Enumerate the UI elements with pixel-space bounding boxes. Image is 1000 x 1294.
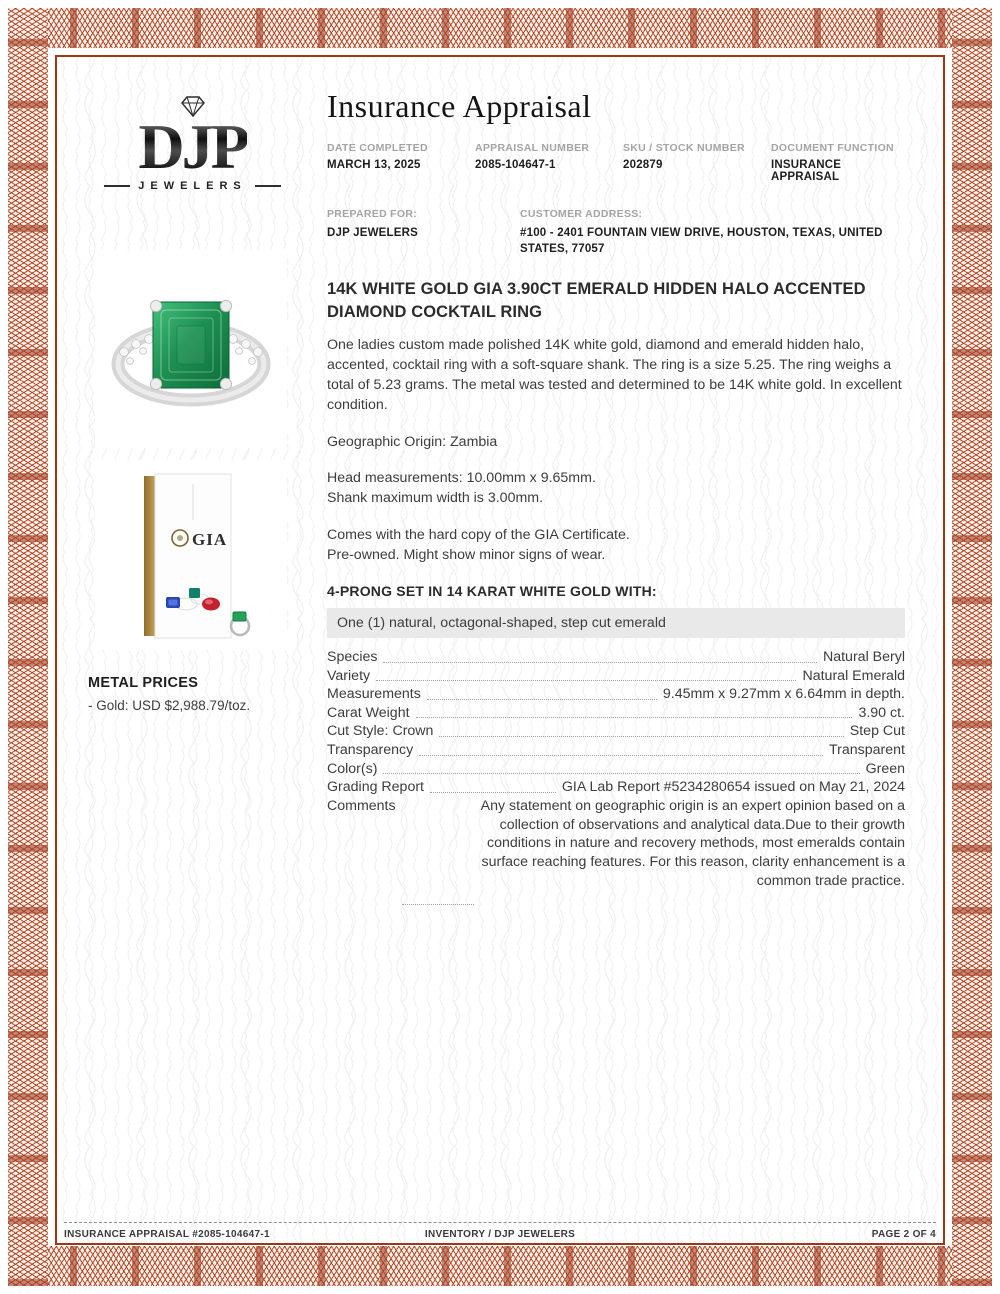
footer-appraisal-ref: INSURANCE APPRAISAL #2085-104647-1 <box>64 1229 270 1240</box>
certificate-note: Comes with the hard copy of the GIA Certificate. <box>327 527 630 544</box>
condition-note: Pre-owned. Might show minor signs of wear. <box>327 547 606 564</box>
spec-row-species: Species Natural Beryl <box>327 648 905 665</box>
dotted-leader <box>383 662 817 663</box>
logo-wordmark: DJP <box>138 111 247 182</box>
spec-row-cut-style: Cut Style: Crown Step Cut <box>327 723 905 740</box>
footer-page-number: PAGE 2 OF 4 <box>871 1229 936 1240</box>
page-footer <box>64 1222 936 1240</box>
metal-prices-section <box>88 675 308 713</box>
dotted-leader <box>419 755 823 756</box>
logo-dash-right <box>255 185 281 187</box>
svg-text:GIA: GIA <box>192 530 228 549</box>
document-title: Insurance Appraisal <box>327 88 592 124</box>
comments-text: Any statement on geographic origin is an expert opinion based on a collection of observations and analytical data.Due to their growth conditions in nature and recovery methods, most emeralds contain surface reaching features. For this reason, clarity enhancement is a common trade practice. <box>480 797 905 890</box>
metal-prices-heading: METAL PRICES <box>88 675 199 691</box>
dotted-leader <box>439 736 843 737</box>
spec-row-transparency: Transparency Transparent <box>327 741 905 758</box>
meta-document-function: DOCUMENT FUNCTION INSURANCE APPRAISAL <box>771 142 894 183</box>
head-measurements: Head measurements: 10.00mm x 9.65mm. <box>327 470 596 487</box>
logo-subtitle-row <box>75 180 310 192</box>
prepared-for: PREPARED FOR: DJP JEWELERS <box>327 208 419 239</box>
setting-heading: 4-PRONG SET IN 14 KARAT WHITE GOLD WITH: <box>327 582 657 599</box>
dotted-leader <box>402 904 474 905</box>
main-column <box>327 88 905 891</box>
footer-inventory-label: INVENTORY / DJP JEWELERS <box>424 1229 576 1240</box>
emerald-ring-image <box>96 254 286 444</box>
spec-row-comments: Comments Any statement on geographic origin is an expert opinion based on a collection of observations and analytical data.Due to their growth conditions in nature and recovery methods, most emeralds contain surface reaching features. For this reason, clarity enhancement is a common trade practice. <box>327 797 905 891</box>
shank-width: Shank maximum width is 3.00mm. <box>327 490 544 507</box>
gia-certificate-image <box>96 462 286 648</box>
item-title: 14K WHITE GOLD GIA 3.90CT EMERALD HIDDEN HALO ACCENTED DIAMOND COCKTAIL RING <box>327 280 866 321</box>
spec-row-carat-weight: Carat Weight 3.90 ct. <box>327 704 905 721</box>
spec-row-colors: Color(s) Green <box>327 760 905 777</box>
meta-appraisal-number: APPRAISAL NUMBER 2085-104647-1 <box>475 142 590 171</box>
dotted-leader <box>416 717 853 718</box>
header-meta-grid <box>327 142 905 183</box>
logo-dash-left <box>104 185 130 187</box>
ring-photo <box>95 250 287 448</box>
dotted-leader <box>376 680 796 681</box>
djp-jewelers-logo <box>75 95 310 192</box>
spec-row-grading-report: Grading Report GIA Lab Report #5234280654 issued on May 21, 2024 <box>327 779 905 796</box>
logo-subtitle: JEWELERS <box>138 179 247 192</box>
dotted-leader <box>383 773 859 774</box>
gia-certificate-photo <box>95 460 287 650</box>
dotted-leader <box>430 792 556 793</box>
spec-row-variety: Variety Natural Emerald <box>327 667 905 684</box>
meta-date-completed: DATE COMPLETED MARCH 13, 2025 <box>327 142 428 171</box>
geographic-origin: Geographic Origin: Zambia <box>327 433 498 450</box>
spec-row-measurements: Measurements 9.45mm x 9.27mm x 6.64mm in depth. <box>327 686 905 703</box>
item-description: One ladies custom made polished 14K white gold, diamond and emerald hidden halo, accented, cocktail ring with a soft-square shank. The ring is a size 5.25. The ring weighs a total of 5.23 grams. The metal was tested and determined to be 14K white gold. In excellent condition. <box>327 337 902 413</box>
meta-sku-number: SKU / STOCK NUMBER 202879 <box>623 142 745 171</box>
gold-price-line: - Gold: USD $2,988.79/toz. <box>88 698 251 713</box>
stone-spec-list <box>327 648 905 891</box>
dotted-leader <box>427 699 657 700</box>
customer-address: CUSTOMER ADDRESS: #100 - 2401 FOUNTAIN VIEW DRIVE, HOUSTON, TEXAS, UNITED STATES, 77057 <box>520 208 883 256</box>
stone-summary-box: One (1) natural, octagonal-shaped, step cut emerald <box>327 608 905 638</box>
prepared-for-row <box>327 208 905 257</box>
left-column <box>75 95 310 713</box>
